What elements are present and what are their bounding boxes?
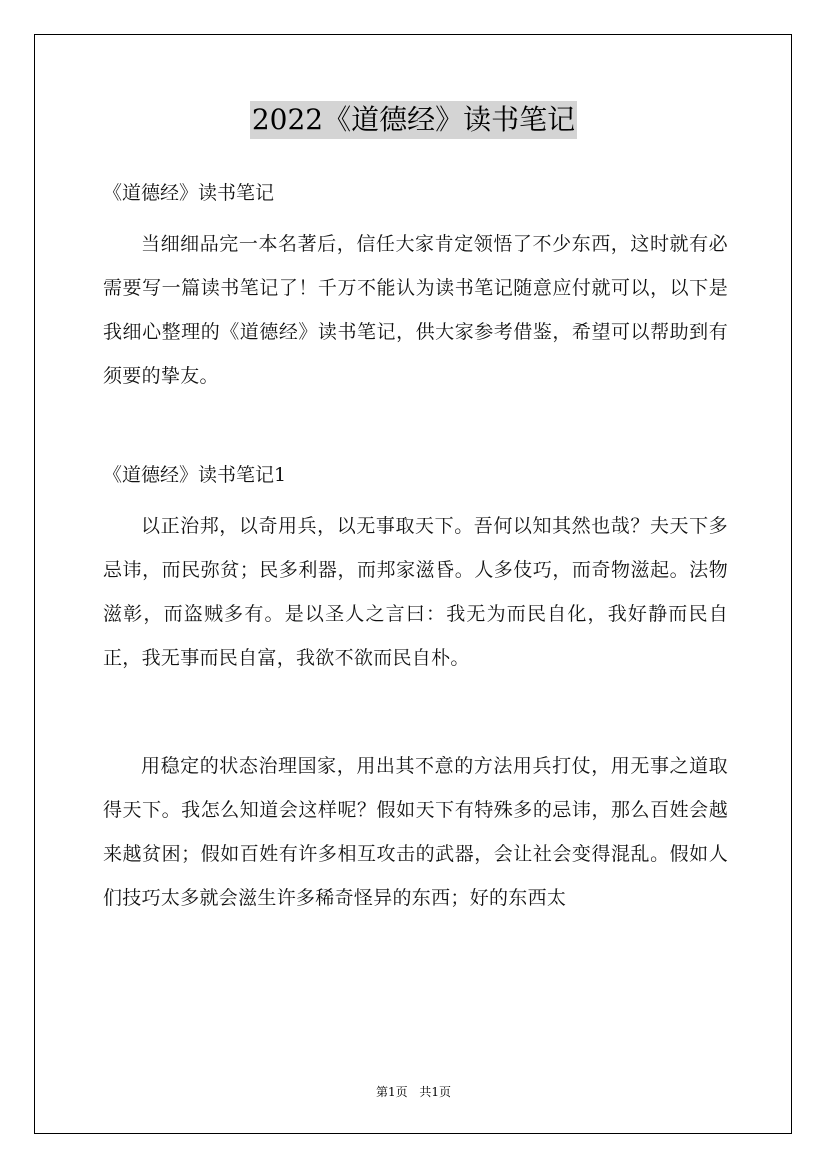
section1-heading: 《道德经》读书笔记1 xyxy=(103,464,287,486)
intro-paragraph: 当细细品完一本名著后，信任大家肯定领悟了不少东西，这时就有必需要写一篇读书笔记了！千万不能认为读书笔记随意应付就可以，以下是我细心整理的《道德经》读书笔记，供大家参考借鉴，希望可以帮助到有须要的挚友。 xyxy=(103,233,728,387)
spacer xyxy=(103,398,728,456)
spacer xyxy=(103,494,728,504)
total-pages: 共1页 xyxy=(419,1085,452,1099)
spacer xyxy=(103,680,728,744)
intro-heading: 《道德经》读书笔记 xyxy=(103,182,275,204)
page-number: 第1页 xyxy=(375,1085,408,1099)
section1-paragraph-1: 以正治邦，以奇用兵，以无事取天下。吾何以知其然也哉？夫天下多忌讳，而民弥贫；民多利器，而邦家滋昏。人多伎巧，而奇物滋起。法物滋彰，而盗贼多有。是以圣人之言曰：我无为而民自化，我好静而民自正，我无事而民自富，我欲不欲而民自朴。 xyxy=(103,515,728,669)
section1-paragraph-2: 用稳定的状态治理国家，用出其不意的方法用兵打仗，用无事之道取得天下。我怎么知道会这样呢？假如天下有特殊多的忌讳，那么百姓会越来越贫困；假如百姓有许多相互攻击的武器，会让社会变得混乱。假如人们技巧太多就会滋生许多稀奇怪异的东西；好的东西太 xyxy=(103,755,728,909)
spacer xyxy=(103,212,728,222)
page-footer xyxy=(0,1083,827,1101)
title-container xyxy=(0,101,827,139)
document-body xyxy=(103,174,728,920)
document-title: 2022《道德经》读书笔记 xyxy=(250,101,577,139)
